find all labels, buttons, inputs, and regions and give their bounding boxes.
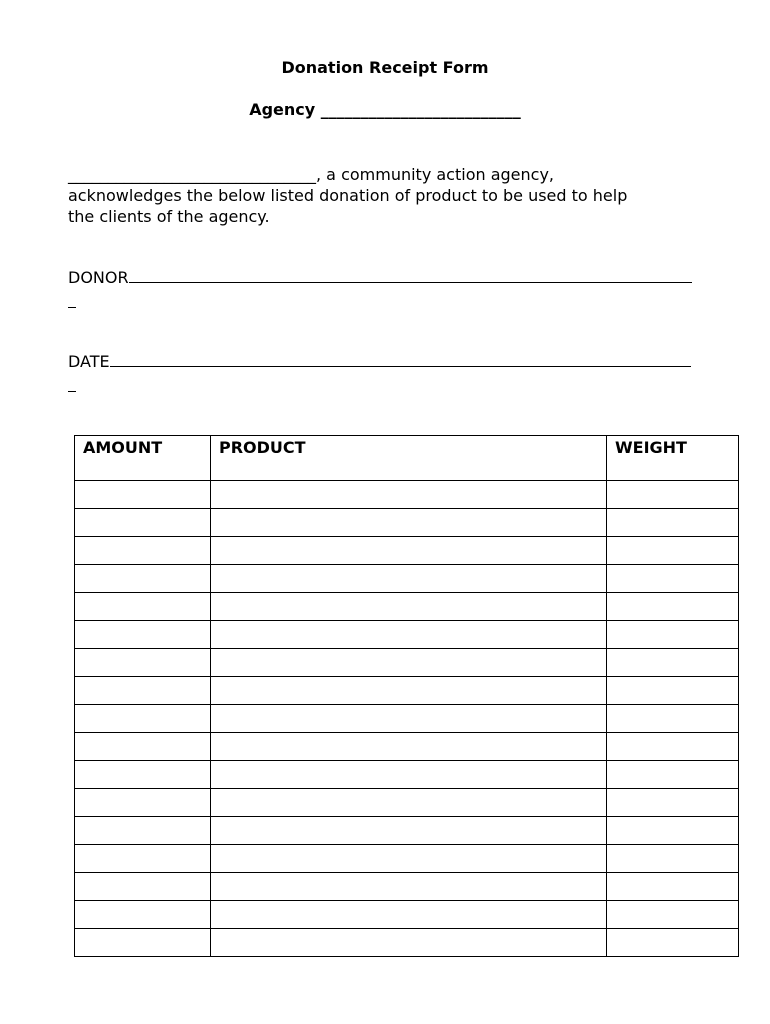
donation-items-table <box>74 435 739 957</box>
weight-cell[interactable] <box>607 593 739 621</box>
amount-cell[interactable] <box>75 537 211 565</box>
product-cell[interactable] <box>211 817 607 845</box>
amount-cell[interactable] <box>75 901 211 929</box>
donor-line-wrap <box>68 293 76 308</box>
product-cell[interactable] <box>211 761 607 789</box>
product-cell[interactable] <box>211 677 607 705</box>
table-row <box>75 565 739 593</box>
weight-cell[interactable] <box>607 901 739 929</box>
product-cell[interactable] <box>211 537 607 565</box>
column-header-product: PRODUCT <box>211 436 607 481</box>
column-header-weight: WEIGHT <box>607 436 739 481</box>
amount-cell[interactable] <box>75 621 211 649</box>
table-row <box>75 621 739 649</box>
ack-line-1 <box>68 164 748 185</box>
agency-input-blank[interactable]: _________________________ <box>320 100 521 119</box>
ack-line-2: acknowledges the below listed donation of product to be used to help <box>68 186 628 205</box>
amount-cell[interactable] <box>75 677 211 705</box>
weight-cell[interactable] <box>607 649 739 677</box>
amount-cell[interactable] <box>75 873 211 901</box>
weight-cell[interactable] <box>607 705 739 733</box>
date-line-wrap <box>68 377 76 392</box>
donor-field <box>68 263 692 308</box>
amount-cell[interactable] <box>75 593 211 621</box>
date-label: DATE <box>68 352 110 371</box>
acknowledgement-paragraph <box>68 164 748 227</box>
ack-line-3: the clients of the agency. <box>68 207 270 226</box>
weight-cell[interactable] <box>607 677 739 705</box>
table-row <box>75 593 739 621</box>
product-cell[interactable] <box>211 929 607 957</box>
weight-cell[interactable] <box>607 789 739 817</box>
ack-line-1-text: , a community action agency, <box>316 165 555 184</box>
amount-cell[interactable] <box>75 817 211 845</box>
amount-cell[interactable] <box>75 481 211 509</box>
amount-cell[interactable] <box>75 705 211 733</box>
table-row <box>75 929 739 957</box>
table-row <box>75 817 739 845</box>
weight-cell[interactable] <box>607 817 739 845</box>
product-cell[interactable] <box>211 901 607 929</box>
weight-cell[interactable] <box>607 509 739 537</box>
product-cell[interactable] <box>211 481 607 509</box>
amount-cell[interactable] <box>75 649 211 677</box>
column-header-amount: AMOUNT <box>75 436 211 481</box>
agency-line <box>0 100 770 120</box>
weight-cell[interactable] <box>607 537 739 565</box>
product-cell[interactable] <box>211 593 607 621</box>
weight-cell[interactable] <box>607 481 739 509</box>
donor-input-line[interactable] <box>129 264 692 283</box>
table-row <box>75 537 739 565</box>
table-row <box>75 733 739 761</box>
date-input-line[interactable] <box>110 348 691 367</box>
product-cell[interactable] <box>211 705 607 733</box>
table-header-row <box>75 436 739 481</box>
table-row <box>75 677 739 705</box>
weight-cell[interactable] <box>607 929 739 957</box>
table-row <box>75 901 739 929</box>
product-cell[interactable] <box>211 509 607 537</box>
form-title: Donation Receipt Form <box>281 58 489 77</box>
agency-label: Agency <box>249 100 316 119</box>
table-row <box>75 481 739 509</box>
table-row <box>75 873 739 901</box>
product-cell[interactable] <box>211 649 607 677</box>
product-cell[interactable] <box>211 565 607 593</box>
table-row <box>75 761 739 789</box>
product-cell[interactable] <box>211 873 607 901</box>
product-cell[interactable] <box>211 733 607 761</box>
table-row <box>75 705 739 733</box>
agency-name-blank[interactable]: _______________________________ <box>68 165 316 184</box>
amount-cell[interactable] <box>75 733 211 761</box>
amount-cell[interactable] <box>75 789 211 817</box>
product-cell[interactable] <box>211 621 607 649</box>
amount-cell[interactable] <box>75 509 211 537</box>
donor-label: DONOR <box>68 268 129 287</box>
table-row <box>75 509 739 537</box>
amount-cell[interactable] <box>75 565 211 593</box>
product-cell[interactable] <box>211 789 607 817</box>
weight-cell[interactable] <box>607 621 739 649</box>
amount-cell[interactable] <box>75 845 211 873</box>
weight-cell[interactable] <box>607 761 739 789</box>
table-row <box>75 649 739 677</box>
table-body <box>75 481 739 957</box>
weight-cell[interactable] <box>607 733 739 761</box>
weight-cell[interactable] <box>607 565 739 593</box>
weight-cell[interactable] <box>607 873 739 901</box>
amount-cell[interactable] <box>75 761 211 789</box>
amount-cell[interactable] <box>75 929 211 957</box>
table-row <box>75 845 739 873</box>
weight-cell[interactable] <box>607 845 739 873</box>
table-row <box>75 789 739 817</box>
date-field <box>68 347 691 392</box>
product-cell[interactable] <box>211 845 607 873</box>
